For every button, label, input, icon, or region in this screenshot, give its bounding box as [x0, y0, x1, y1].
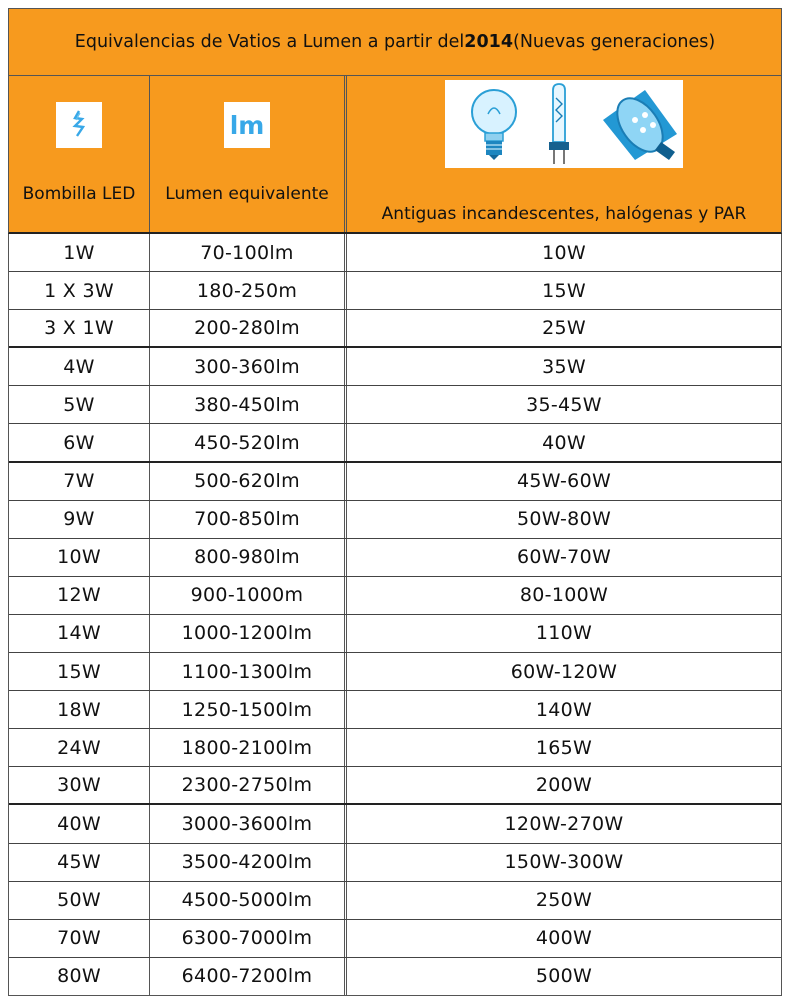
table-row — [9, 310, 781, 348]
cell-lumen: 1000-1200lm — [150, 615, 347, 652]
cell-lumen: 800-980lm — [150, 539, 347, 576]
cell-led-watts: 24W — [9, 729, 150, 766]
table-row — [9, 615, 781, 653]
cell-lumen: 700-850lm — [150, 501, 347, 538]
cell-led-watts: 18W — [9, 691, 150, 728]
electricity-icon — [56, 102, 102, 148]
table-row — [9, 729, 781, 767]
cell-old-watts: 165W — [535, 736, 593, 759]
cell-old-watts: 140W — [535, 698, 593, 721]
cell-old-watts: 120W-270W — [504, 812, 624, 835]
cell-lumen: 200-280lm — [150, 310, 347, 346]
cell-led-watts: 4W — [9, 348, 150, 385]
header-lumen-label: Lumen equivalente — [165, 184, 329, 204]
table-row — [9, 234, 781, 272]
bulbs-image — [445, 80, 683, 168]
table-row — [9, 691, 781, 729]
cell-old-watts: 150W-300W — [504, 851, 624, 874]
cell-old-watts: 45W-60W — [516, 470, 612, 493]
incandescent-bulb-icon — [472, 90, 516, 160]
title-prefix: Equivalencias de Vatios a Lumen a partir del — [74, 32, 465, 52]
cell-lumen: 3000-3600lm — [150, 805, 347, 842]
table-header — [8, 76, 782, 234]
cell-old-watts: 35W — [542, 355, 586, 378]
title-suffix: (Nuevas generaciones) — [513, 32, 716, 52]
title-year: 2014 — [464, 32, 514, 52]
cell-old-watts: 110W — [535, 622, 593, 645]
cell-old-watts: 40W — [542, 431, 586, 454]
table-row — [9, 272, 781, 310]
table-row — [9, 386, 781, 424]
table-row — [9, 844, 781, 882]
cell-led-watts: 80W — [9, 958, 150, 995]
cell-lumen: 1100-1300lm — [150, 653, 347, 690]
cell-lumen: 450-520lm — [150, 424, 347, 460]
table-row — [9, 653, 781, 691]
cell-old-watts: 60W-70W — [516, 546, 612, 569]
halogen-bulb-icon — [549, 84, 569, 164]
cell-lumen: 2300-2750lm — [150, 767, 347, 803]
cell-old-watts: 15W — [542, 279, 586, 302]
cell-led-watts: 3 X 1W — [9, 310, 150, 346]
cell-old-watts: 50W-80W — [516, 508, 612, 531]
par-bulb-icon — [603, 90, 677, 160]
cell-old-watts: 80-100W — [519, 584, 609, 607]
cell-lumen: 1250-1500lm — [150, 691, 347, 728]
cell-led-watts: 70W — [9, 920, 150, 957]
cell-led-watts: 40W — [9, 805, 150, 842]
cell-old-watts: 10W — [542, 241, 586, 264]
cell-old-watts: 400W — [535, 927, 593, 950]
cell-led-watts: 14W — [9, 615, 150, 652]
cell-led-watts: 30W — [9, 767, 150, 803]
table-row — [9, 501, 781, 539]
table-row — [9, 539, 781, 577]
table-row — [9, 463, 781, 501]
header-col-lumen — [150, 76, 347, 232]
header-col-led — [9, 76, 150, 232]
cell-lumen: 4500-5000lm — [150, 882, 347, 919]
cell-led-watts: 45W — [9, 844, 150, 881]
cell-lumen: 6300-7000lm — [150, 920, 347, 957]
cell-led-watts: 50W — [9, 882, 150, 919]
cell-lumen: 300-360lm — [150, 348, 347, 385]
lumen-icon: lm — [224, 102, 270, 148]
cell-old-watts: 200W — [535, 774, 593, 797]
cell-led-watts: 1W — [9, 234, 150, 271]
table-body — [8, 234, 782, 996]
cell-old-watts: 60W-120W — [510, 660, 618, 683]
cell-led-watts: 9W — [9, 501, 150, 538]
table-title — [8, 8, 782, 76]
cell-led-watts: 7W — [9, 463, 150, 500]
cell-old-watts: 500W — [535, 965, 593, 988]
cell-old-watts: 25W — [542, 317, 586, 340]
table-row — [9, 767, 781, 805]
equivalence-table — [8, 8, 782, 996]
cell-lumen: 900-1000m — [150, 577, 347, 614]
cell-old-watts: 250W — [535, 889, 593, 912]
table-row — [9, 958, 781, 996]
table-row — [9, 577, 781, 615]
header-led-label: Bombilla LED — [22, 184, 136, 204]
cell-lumen: 70-100lm — [150, 234, 347, 271]
header-old-bulbs-label: Antiguas incandescentes, halógenas y PAR — [381, 204, 747, 224]
table-row — [9, 424, 781, 462]
table-row — [9, 920, 781, 958]
table-row — [9, 882, 781, 920]
cell-lumen: 6400-7200lm — [150, 958, 347, 995]
header-col-old-bulbs — [347, 76, 781, 232]
cell-lumen: 500-620lm — [150, 463, 347, 500]
cell-led-watts: 10W — [9, 539, 150, 576]
table-row — [9, 805, 781, 843]
cell-lumen: 1800-2100lm — [150, 729, 347, 766]
cell-led-watts: 15W — [9, 653, 150, 690]
cell-led-watts: 5W — [9, 386, 150, 423]
table-row — [9, 348, 781, 386]
cell-led-watts: 12W — [9, 577, 150, 614]
cell-old-watts: 35-45W — [526, 393, 602, 416]
cell-led-watts: 6W — [9, 424, 150, 460]
cell-led-watts: 1 X 3W — [9, 272, 150, 309]
cell-lumen: 180-250m — [150, 272, 347, 309]
cell-lumen: 380-450lm — [150, 386, 347, 423]
cell-lumen: 3500-4200lm — [150, 844, 347, 881]
